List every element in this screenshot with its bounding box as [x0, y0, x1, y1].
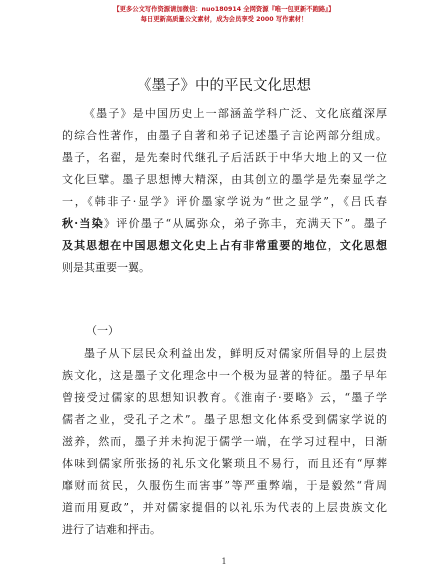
- para2-line: 墨子从下层民众利益出发，鲜明反对儒家所倡导的上层贵: [84, 347, 387, 360]
- para2-line: 体味到儒家所张扬的礼乐文化繁琐且不易行，而且还有“厚葬: [62, 457, 387, 470]
- para2-line: 进行了诘难和抨击。: [62, 523, 161, 536]
- para1-line: 则是其重要一翼。: [62, 261, 150, 274]
- para1-line: 文化巨擘。墨子思想博大精深，由其创立的墨学是先秦显学之: [62, 173, 387, 186]
- para1-line: 秋·当染》评价墨子“从属弥众，弟子弥丰，充满天下”。墨子: [62, 217, 387, 230]
- para1-line: 及其思想在中国思想文化史上占有非常重要的地位，文化思想: [62, 239, 388, 252]
- para2-line: 曾接受过儒家的思想知识教育。《淮南子·要略》云，“墨子学: [62, 391, 387, 404]
- para2-line: 滋养，然而，墨子并未拘泥于儒学一端，在学习过程中，日渐: [62, 435, 387, 448]
- promo-line-2: 每日更新高质量公文素材，成为会员享受 2000 写作素材！: [140, 16, 308, 23]
- para2-line: 族文化，这是墨子文化理念中一个极为显著的特征。墨子早年: [62, 369, 387, 382]
- para1-line: 墨子，名翟，是先秦时代继孔子后活跃于中华大地上的又一位: [62, 151, 387, 164]
- section-heading: （一）: [86, 324, 119, 337]
- page-number: 1: [221, 557, 227, 566]
- promo-line-1: 【更多公文写作资源请加微信：nuo180914 全网资源『唯一包更新不跑路』】: [113, 6, 335, 13]
- para2-line: 道而用夏政”，并对儒家提倡的以礼乐为代表的上层贵族文化: [62, 501, 387, 514]
- paragraph-1: [62, 103, 387, 279]
- paragraph-2: [62, 343, 387, 541]
- promo-header: [0, 5, 448, 25]
- para1-line: 《墨子》是中国历史上一部涵盖学科广泛、文化底蕴深厚: [84, 107, 387, 120]
- para1-line: 一，《韩非子·显学》评价墨家学说为“世之显学”，《吕氏春: [62, 195, 387, 208]
- para1-line: 的综合性著作，由墨子自著和弟子记述墨子言论两部分组成。: [62, 129, 387, 142]
- document-title: 《墨子》中的平民文化思想: [137, 78, 311, 94]
- para2-line: 靡财而贫民，久服伤生而害事”等严重弊端，于是毅然“背周: [62, 479, 387, 492]
- para2-line: 儒者之业，受孔子之术”。墨子思想文化体系受到儒家学说的: [62, 413, 387, 426]
